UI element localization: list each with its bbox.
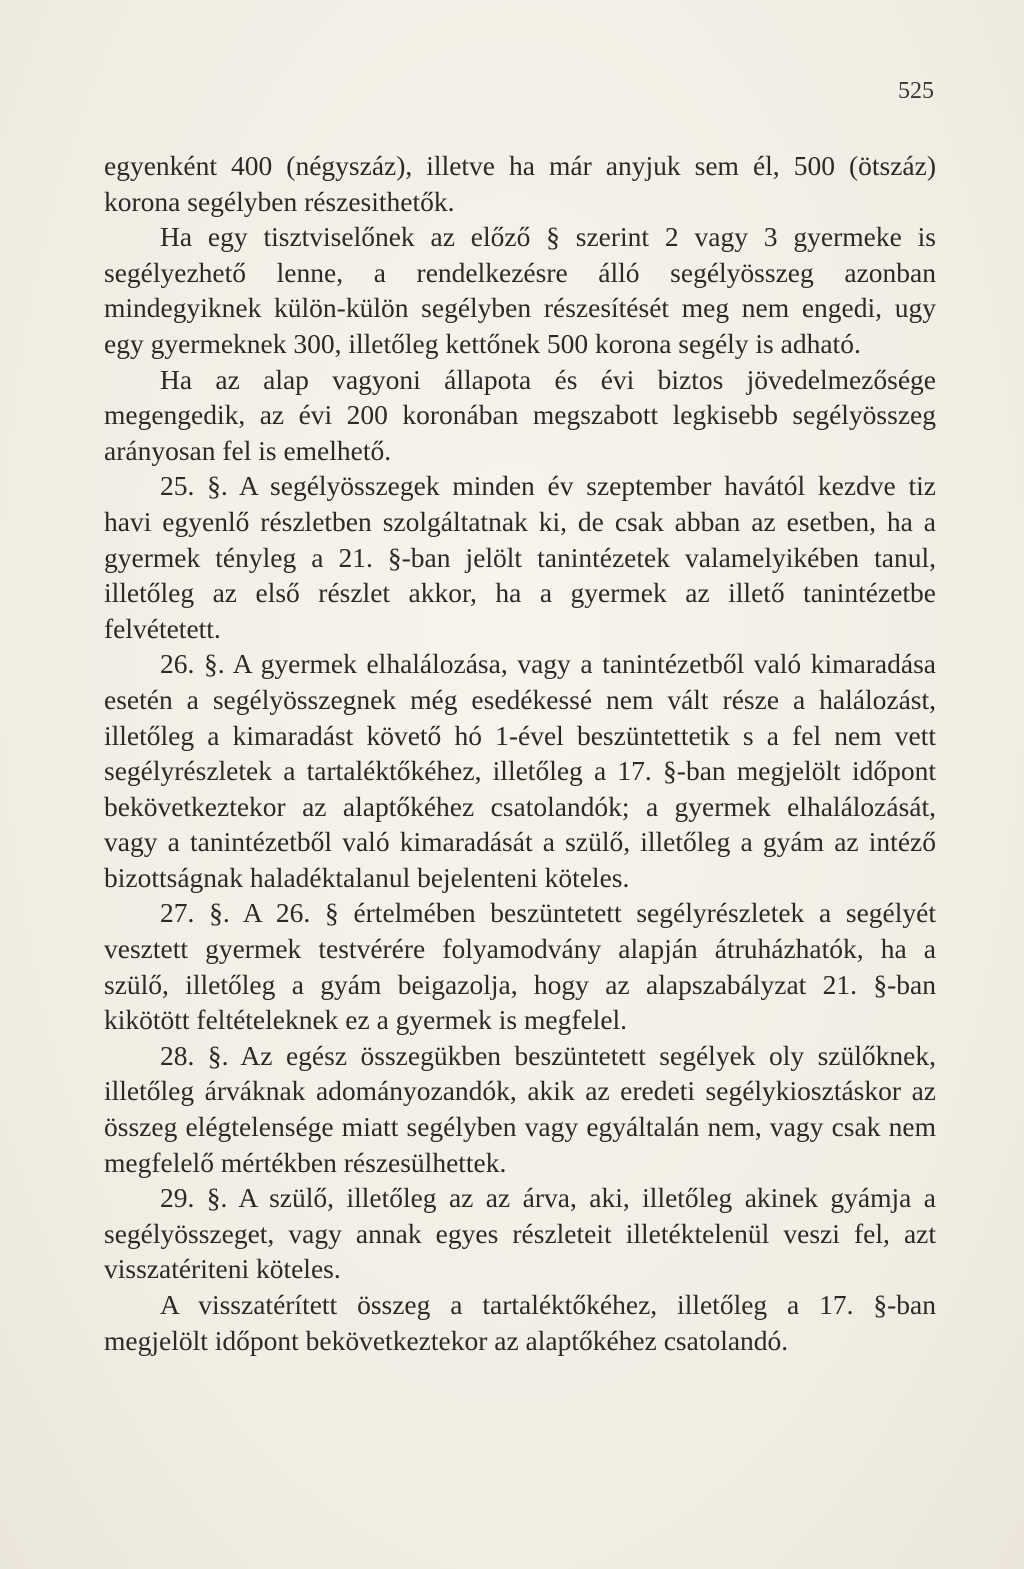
paragraph: Ha egy tisztviselőnek az előző § szerint 2 vagy 3 gyermeke is segélyezhető lenne, a rendelkezésre álló segélyösszeg azonban mindegyiknek külön-külön segélyben részesítését meg nem engedi, ugy egy gyermeknek 300, illetőleg kettőnek 500 korona segély is adható.: [104, 221, 936, 359]
section-29: 29. §. A szülő, illetőleg az az árva, aki, illetőleg akinek gyámja a segélyösszeget, vagy annak egyes részleteit illetéktelenül veszi fel, azt visszatériteni köteles.: [104, 1182, 936, 1285]
body-text: [104, 148, 936, 1358]
page-number: 525: [898, 78, 934, 104]
paragraph-continuation: egyenként 400 (négyszáz), illetve ha már anyjuk sem él, 500 (ötszáz) korona segélyben részesithetők.: [104, 150, 936, 217]
paragraph: A visszatérített összeg a tartaléktőkéhez, illetőleg a 17. §-ban megjelölt időpont bekövetkeztekor az alaptőkéhez csatolandó.: [104, 1289, 936, 1356]
section-25: 25. §. A segélyösszegek minden év szeptember havától kezdve tiz havi egyenlő részletben szolgáltatnak ki, de csak abban az esetben, ha a gyermek tényleg a 21. §-ban jelölt tanintézetek valamelyikében tanul, illetőleg az első részlet akkor, ha a gyermek az illető tanintézetbe felvétetett.: [104, 470, 936, 644]
paragraph: Ha az alap vagyoni állapota és évi biztos jövedelmezősége megengedik, az évi 200 koronában megszabott legkisebb segélyösszeg arányosan fel is emelhető.: [104, 363, 936, 466]
section-26: 26. §. A gyermek elhalálozása, vagy a tanintézetből való kimaradása esetén a segélyösszegnek még esedékessé nem vált része a halálozást, illetőleg a kimaradást követő hó 1-ével beszüntettetik s a fel nem vett segélyrészletek a tartaléktőkéhez, illetőleg a 17. §-ban megjelölt időpont bekövetkeztekor az alaptőkéhez csatolandók; a gyermek elhalálozását, vagy a tanintézetből való kimaradását a szülő, illetőleg a gyám az intéző bizottságnak haladéktalanul bejelenteni köteles.: [104, 648, 936, 893]
section-28: 28. §. Az egész összegükben beszüntetett segélyek oly szülőknek, illetőleg árváknak adományozandók, akik az eredeti segélykiosztáskor az összeg elégtelensége miatt segélyben vagy egyáltalán nem, vagy csak nem megfelelő mértékben részesülhettek.: [104, 1039, 936, 1178]
section-27: 27. §. A 26. § értelmében beszüntetett segélyrészletek a segélyét vesztett gyermek testvérére folyamodvány alapján átruházhatók, ha a szülő, illetőleg a gyám beigazolja, hogy az alapszabályzat 21. §-ban kikötött feltételeknek ez a gyermek is megfelel.: [104, 897, 936, 1036]
